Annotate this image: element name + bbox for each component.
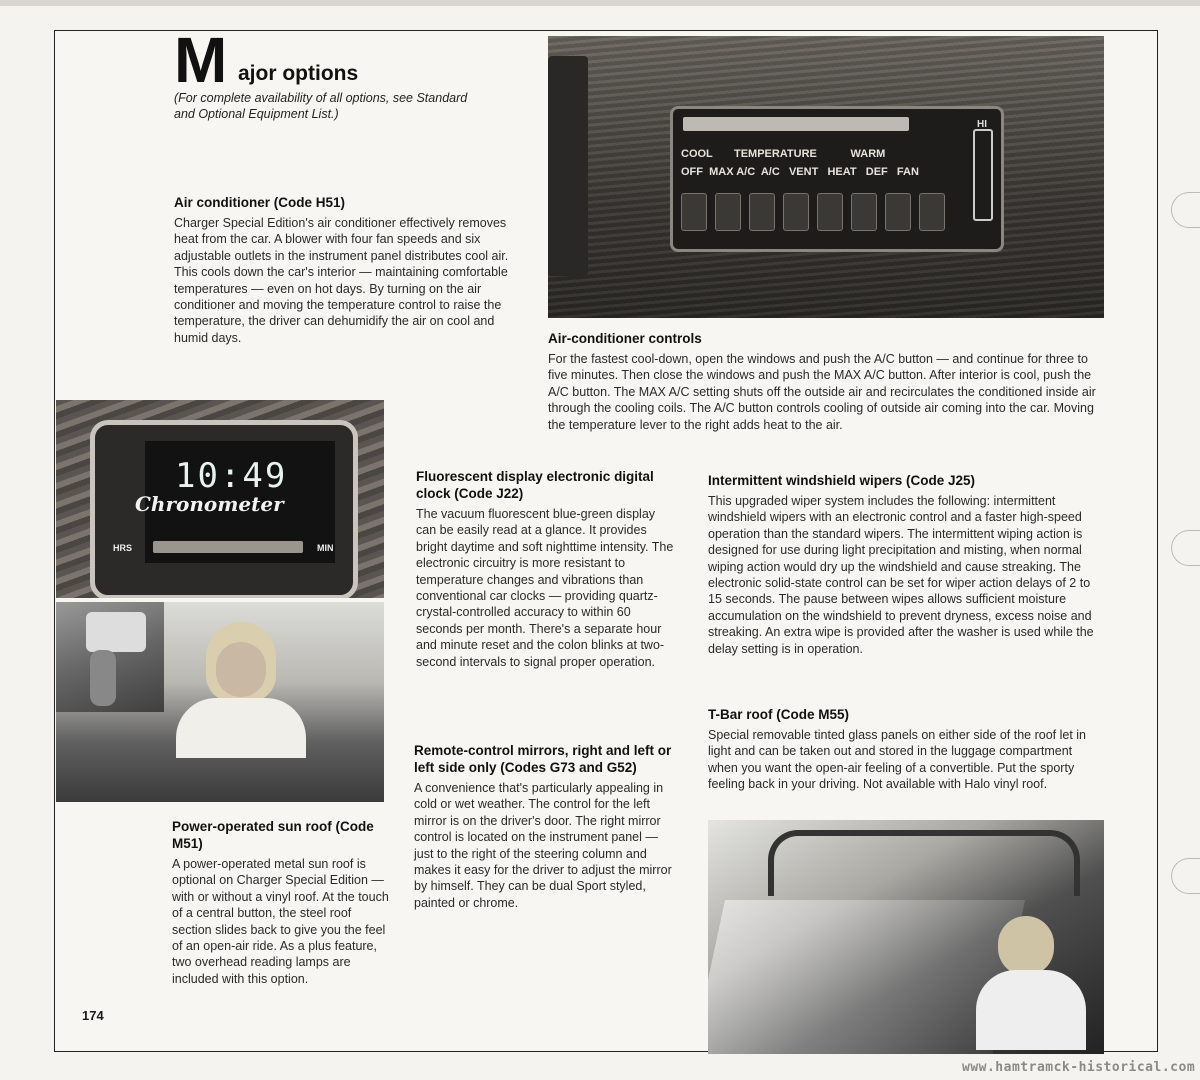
section-title: T-Bar roof (Code M55) <box>708 707 850 722</box>
section-body: For the fastest cool-down, open the windows and push the A/C button — and continue for three to five minutes. Then close the windows and push the MAX A/C button. After interior is cool, push the A/C button. The MAX A/C setting shuts off the outside air and recirculates the conditioned inside air through the cooling coils. The A/C button controls cooling of outside air coming into the car. Moving the temperature lever to the right adds heat to the air. <box>548 352 1096 432</box>
ac-button-row <box>681 193 945 231</box>
watermark: www.hamtramck-historical.com <box>962 1060 1196 1075</box>
ac-button <box>885 193 911 231</box>
section-air-conditioner <box>174 194 514 346</box>
clock-bezel <box>90 420 358 598</box>
ac-button <box>749 193 775 231</box>
page-number: 174 <box>82 1008 104 1023</box>
section-body: A power-operated metal sun roof is optional on Charger Special Edition — with or without a vinyl roof. At the touch of a central button, the steel roof section slides back to give you the feel of an open-air ride. As a plus feature, two overhead reading lamps are included with this option. <box>172 857 389 986</box>
section-body: The vacuum fluorescent blue-green display can be easily read at a glance. It provides bright daytime and soft nighttime intensity. The electronic circuitry is more resistant to temperature changes and vibrations than conventional car clocks — providing quartz-crystal-controlled accuracy to within 60 seconds per month. There's a separate hour and minute reset and the colon blinks at two-second intervals to signal proper operation. <box>416 507 674 669</box>
section-body: Charger Special Edition's air conditioner effectively removes heat from the car. A blower with four fan speeds and six adjustable outlets in the instrument panel distributes cool air. This cools down the car's interior — maintaining comfortable temperatures — even on hot days. By turning on the air conditioner and moving the temperature control to raise the temperature, the driver can dehumidify the air on cool and humid days. <box>174 216 509 345</box>
fan-lever <box>973 129 993 221</box>
section-body: This upgraded wiper system includes the following: intermittent windshield wipers with an electronic control and a faster high-speed operation than the standard wipers. The intermittent wiping action is designed for use during light precipitation and misting, when normal wiping action would dry up the windshield and cause streaking. The electronic solid-state control can be set for wiper action delays of 2 to 15 seconds. The pause between wipes allows sufficient moisture accumulation on the windshield to prevent dryness, excess noise and streaking. An extra wipe is provided after the washer is used while the delay setting is in operation. <box>708 494 1094 656</box>
section-title: Intermittent windshield wipers (Code J25) <box>708 473 976 488</box>
ac-label-row-2: OFF MAX A/C A/C VENT HEAT DEF FAN <box>681 166 919 178</box>
section-title: Air-conditioner controls <box>548 331 702 346</box>
hand <box>90 650 116 706</box>
section-mirrors <box>414 742 678 911</box>
ac-button <box>817 193 843 231</box>
ac-button <box>681 193 707 231</box>
tbar-frame <box>768 830 1080 896</box>
ac-button <box>783 193 809 231</box>
section-ac-controls <box>548 330 1104 433</box>
page-title: ajor options <box>238 62 359 85</box>
section-title: Air conditioner (Code H51) <box>174 195 346 210</box>
woman-sweater <box>976 970 1086 1050</box>
section-title: Power-operated sun roof (Code M51) <box>172 819 374 851</box>
binder-ring <box>1171 192 1200 228</box>
top-band <box>0 0 1200 6</box>
clock-photo <box>56 400 384 598</box>
section-title: Remote-control mirrors, right and left or left side only (Codes G73 and G52) <box>414 743 672 775</box>
binder-ring <box>1171 858 1200 894</box>
woman-sweater <box>176 698 306 758</box>
page-subtitle: (For complete availability of all options, see Standard and Optional Equipment List.) <box>174 91 468 121</box>
woman-face <box>216 642 266 697</box>
ac-button <box>851 193 877 231</box>
sunroof-switch-photo <box>56 602 164 712</box>
dash-trim <box>548 56 588 276</box>
clock-brand-script: Chronometer <box>135 492 284 516</box>
ac-button <box>715 193 741 231</box>
overhead-console <box>86 612 146 652</box>
section-body: Special removable tinted glass panels on either side of the roof let in light and can be taken out and stored in the luggage compartment when you want the open-air feeling of a convertible. Put the sporty feeling back in your driving. Not available with Halo vinyl roof. <box>708 728 1087 792</box>
section-clock <box>416 468 676 670</box>
fan-hi-label: HI <box>977 119 987 130</box>
clock-min-label: MIN <box>317 543 334 553</box>
clock-time: 10:49 <box>175 456 288 496</box>
binder-ring <box>1171 530 1200 566</box>
section-title: Fluorescent display electronic digital clock (Code J22) <box>416 469 654 501</box>
ac-control-panel <box>670 106 1004 252</box>
clock-reset-bar <box>153 541 303 553</box>
woman-head <box>998 916 1054 976</box>
section-wipers <box>708 472 1104 657</box>
section-sunroof <box>172 818 392 987</box>
ac-controls-photo <box>548 36 1104 318</box>
section-tbar <box>708 706 1104 793</box>
ac-button <box>919 193 945 231</box>
temperature-slider <box>683 117 909 131</box>
tbar-roof-photo <box>708 820 1104 1054</box>
section-body: A convenience that's particularly appealing in cold or wet weather. The control for the left mirror is on the driver's door. The right mirror control is located on the instrument panel — just to the right of the steering column and makes it easy for the driver to adjust the mirror by himself. They can be dual Sport styled, painted or chrome. <box>414 781 672 910</box>
drop-cap: M <box>174 24 226 96</box>
clock-hrs-label: HRS <box>113 543 133 553</box>
ac-label-row-1: COOL TEMPERATURE WARM <box>681 148 886 160</box>
